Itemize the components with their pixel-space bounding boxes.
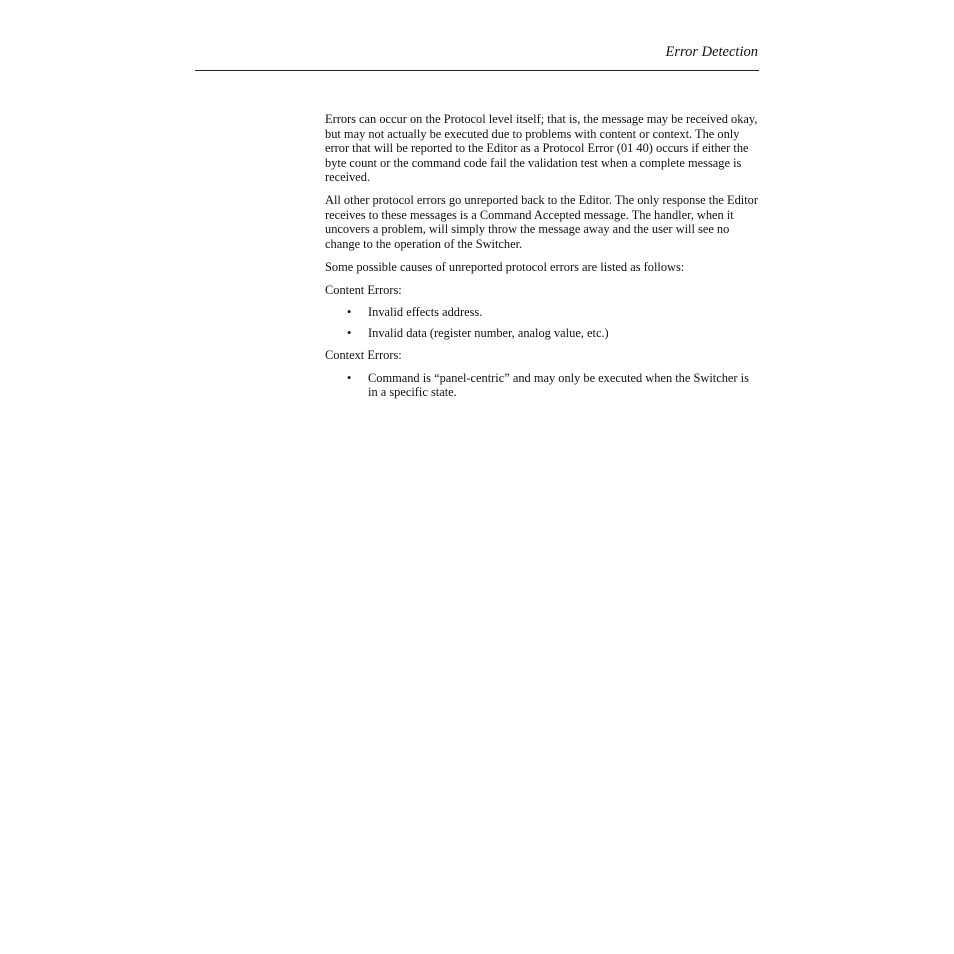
list-item [325,326,759,341]
content-errors-list [325,305,759,341]
list-item-text: Invalid effects address. [368,305,483,320]
list-item [325,371,759,400]
context-errors-heading: Context Errors: [325,348,402,363]
body-text [325,112,759,407]
list-item-text: Command is “panel-centric” and may only be executed when the Switcher is in a specific state. [368,370,749,400]
paragraph-protocol-errors: Errors can occur on the Protocol level itself; that is, the message may be received okay, but may not actually be executed due to problems with content or context. The only error that will be reported to the Editor as a Protocol Error (01 40) occurs if either the byte count or the command code fail the validation test when a complete message is received. [325,112,758,185]
bullet-icon: • [347,305,352,320]
bullet-icon: • [347,326,352,341]
content-errors-heading: Content Errors: [325,282,402,297]
running-header-title: Error Detection [665,44,758,60]
bullet-icon: • [347,370,352,385]
list-item-text: Invalid data (register number, analog value, etc.) [368,326,609,341]
list-item [325,305,759,320]
paragraph-possible-causes: Some possible causes of unreported protocol errors are listed as follows: [325,259,685,274]
context-errors-list [325,371,759,400]
paragraph-unreported-errors: All other protocol errors go unreported back to the Editor. The only response the Editor receives to these messages is a Command Accepted message. The handler, when it uncovers a problem, will simply throw the message away and the user will see no change to the operation of the Switcher. [325,193,758,251]
header-rule [195,70,759,71]
